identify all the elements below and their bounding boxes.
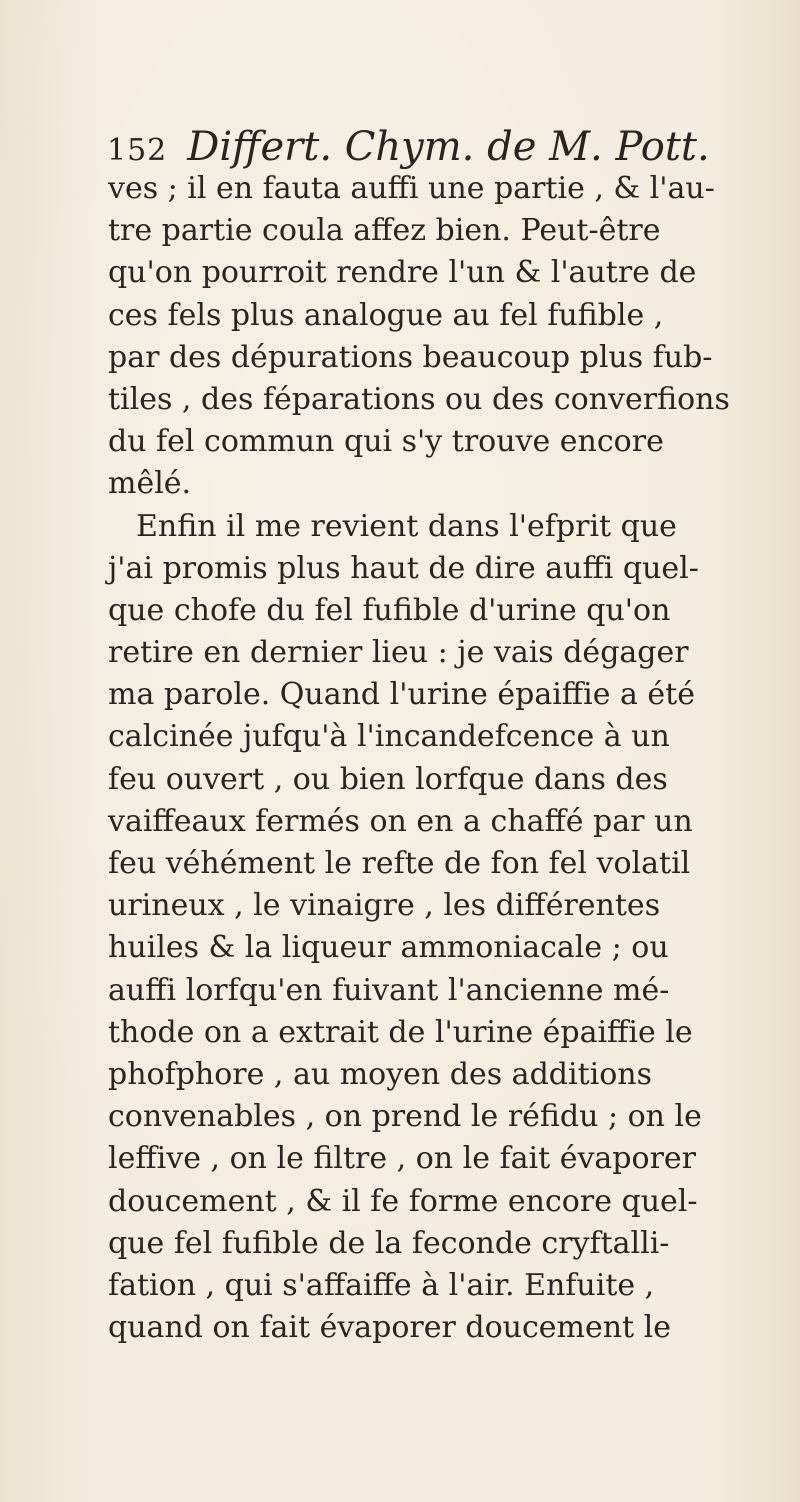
text-line: que fel fufible de la feconde cryftalli- xyxy=(108,1225,670,1261)
text-line: leffive , on le filtre , on le fait évaporer xyxy=(108,1141,697,1177)
text-line: doucement , & il fe forme encore quel- xyxy=(108,1183,698,1219)
text-line: que chofe du fel fufible d'urine qu'on xyxy=(108,592,671,628)
text-line: du fel commun qui s'y trouve encore xyxy=(108,424,664,460)
text-line: ces fels plus analogue au fel fufible , xyxy=(108,297,664,333)
text-line: vaiffeaux fermés on en a chaffé par un xyxy=(108,803,693,839)
text-line: feu ouvert , ou bien lorfque dans des xyxy=(108,761,668,797)
text-line: par des dépurations beaucoup plus fub- xyxy=(108,339,713,375)
text-line: mêlé. xyxy=(108,466,192,502)
text-line: calcinée jufqu'à l'incandefcence à un xyxy=(108,719,670,755)
page-number: 152 xyxy=(107,133,168,168)
body-text xyxy=(108,168,768,1349)
text-line: j'ai promis plus haut de dire auffi quel- xyxy=(108,550,699,586)
text-line: tre partie coula affez bien. Peut-être xyxy=(108,213,661,249)
text-line: auffi lorfqu'en fuivant l'ancienne mé- xyxy=(108,972,670,1008)
text-line: ves ; il en fauta auffi une partie , & l'au- xyxy=(108,171,715,206)
text-line: huiles & la liqueur ammoniacale ; ou xyxy=(108,930,669,966)
text-line: feu véhément le refte de fon fel volatil xyxy=(108,846,691,881)
running-title: Differt. Chym. de M. Pott. xyxy=(187,124,710,170)
text-line: tiles , des féparations ou des converfions xyxy=(108,381,730,417)
running-head xyxy=(107,122,710,172)
text-line: quand on fait évaporer doucement le xyxy=(108,1310,671,1346)
text-line: retire en dernier lieu : je vais dégager xyxy=(108,635,689,671)
text-line: ma parole. Quand l'urine épaiffie a été xyxy=(108,677,695,713)
text-line: urineux , le vinaigre , les différentes xyxy=(108,888,661,924)
text-line: phofphore , au moyen des additions xyxy=(108,1056,652,1092)
text-line: fation , qui s'affaiffe à l'air. Enfuite , xyxy=(108,1267,655,1303)
text-line: thode on a extrait de l'urine épaiffie le xyxy=(108,1014,693,1050)
text-line: convenables , on prend le réfidu ; on le xyxy=(108,1099,702,1135)
paragraph-start-line: Enfin il me revient dans l'efprit que xyxy=(136,508,677,544)
text-line: qu'on pourroit rendre l'un & l'autre de xyxy=(108,255,697,291)
